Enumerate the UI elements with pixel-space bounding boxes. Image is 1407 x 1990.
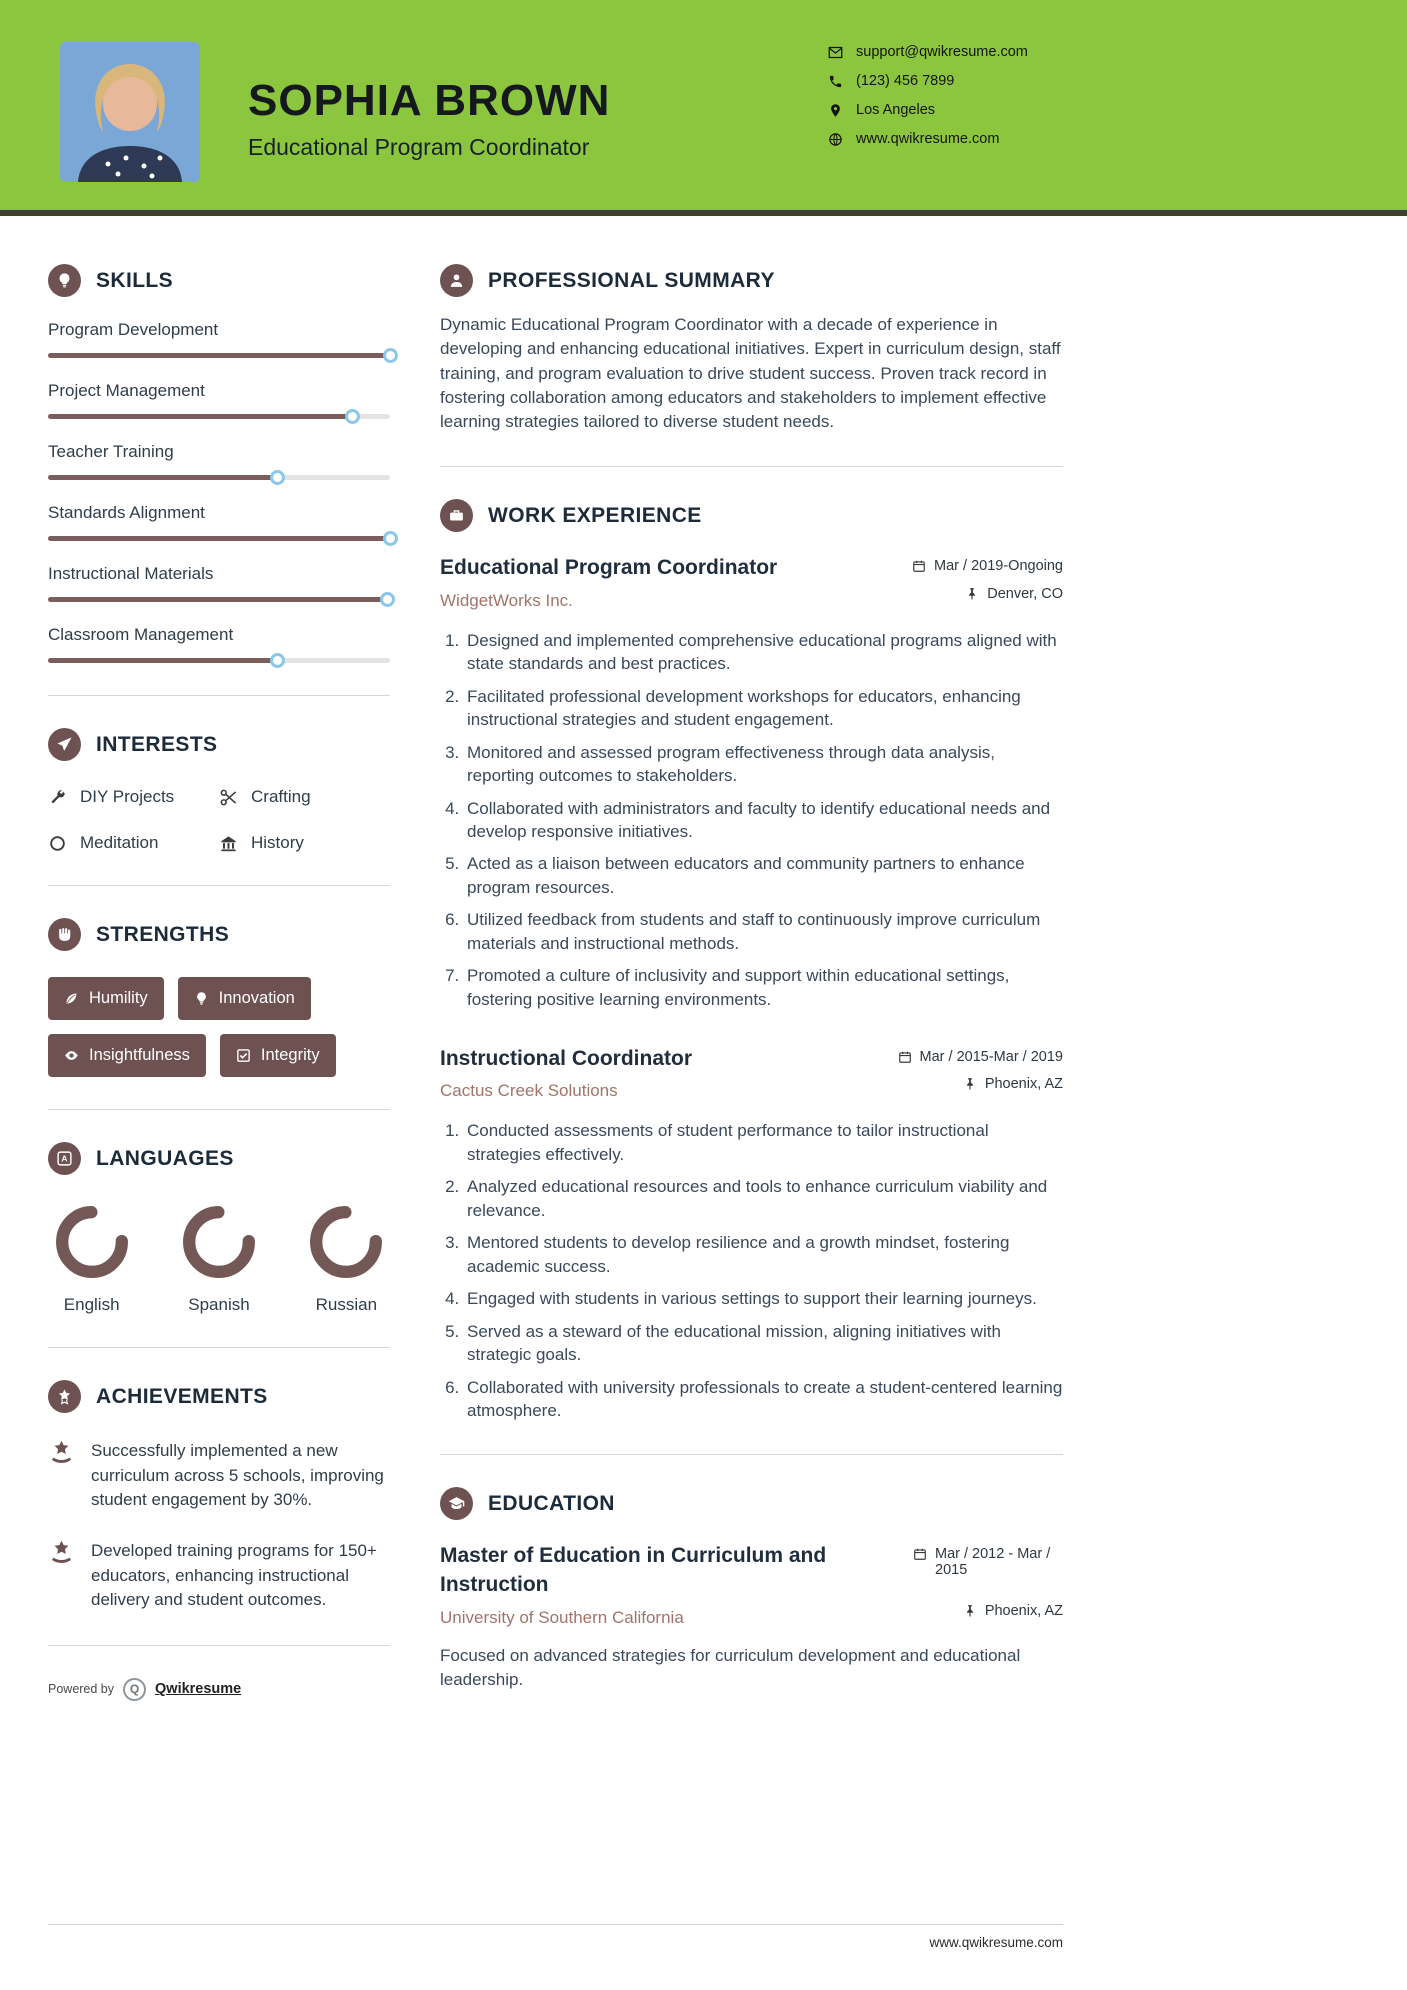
candidate-name: SOPHIA BROWN [248,76,611,125]
qwikresume-link[interactable]: Qwikresume [155,1681,242,1698]
skill-item: Program Development [48,320,390,358]
eye-icon [64,1048,79,1063]
contact-location[interactable] [828,102,1028,118]
skill-bar [48,414,390,419]
achievement-item: Successfully implemented a new curriculum across 5 schools, improving student engagement by 30%. [48,1439,390,1513]
contact-email-text: support@qwikresume.com [856,44,1028,60]
job-entry [440,1045,1063,1422]
divider [48,885,390,886]
section-interests [48,728,390,853]
bullet: 6. Utilized feedback from students and staff to continuously improve curriculum materials and instructional methods. [464,908,1063,955]
pushpin-icon [965,587,979,601]
person-icon [440,264,473,297]
contact-email[interactable] [828,44,1028,60]
divider [48,1109,390,1110]
job-location: Phoenix, AZ [963,1072,1063,1092]
skill-item: Classroom Management [48,625,390,663]
skill-knob [383,531,398,546]
calendar-icon [898,1050,912,1064]
bullet: 4. Collaborated with administrators and faculty to identify educational needs and develop responsive initiatives. [464,797,1063,844]
job-company: Cactus Creek Solutions [440,1081,618,1101]
interests-header [48,728,390,761]
section-summary [440,264,1063,434]
education-description: Focused on advanced strategies for curriculum development and educational leadership. [440,1646,1021,1690]
skill-bar [48,353,390,358]
strength-badge: Integrity [220,1034,336,1077]
interest-item: Crafting [219,787,390,807]
school: University of Southern California [440,1608,684,1628]
hand-star-icon [48,1439,75,1466]
experience-header [440,499,1063,532]
fist-icon [48,918,81,951]
strength-badge: Insightfulness [48,1034,206,1077]
skill-knob [270,470,285,485]
name-block [248,76,610,161]
strength-badge: Innovation [178,977,311,1020]
divider [440,1454,1063,1455]
map-pin-icon [828,103,843,118]
bullet: 6. Collaborated with university professionals to create a student-centered learning atmosphere. [464,1376,1063,1423]
bullet: 3. Mentored students to develop resilience and a growth mindset, fostering academic success. [464,1231,1063,1278]
strength-badge: Humility [48,977,164,1020]
job-title: Instructional Coordinator [440,1047,692,1071]
left-column [48,264,390,1701]
globe-icon [828,132,843,147]
svg-text:A: A [61,1153,68,1164]
circle-icon [48,834,67,853]
summary-header [440,264,1063,297]
wrench-icon [48,788,67,807]
skills-header [48,264,390,297]
skill-bar [48,536,390,541]
powered-by: Powered by Q Qwikresume [48,1678,390,1701]
avatar [60,42,200,182]
lightbulb-icon [194,991,209,1006]
content [0,216,1407,1701]
calendar-icon [912,559,926,573]
bullet: 1. Conducted assessments of student performance to tailor instructional strategies effectively. [464,1119,1063,1166]
graduation-cap-icon [440,1487,473,1520]
achievement-item: Developed training programs for 150+ educators, enhancing instructional delivery and student outcomes. [48,1539,390,1613]
bullet: 3. Monitored and assessed program effectiveness through data analysis, reporting outcomes to stakeholders. [464,741,1063,788]
phone-icon [828,74,843,89]
languages-title: LANGUAGES [96,1146,234,1170]
qwikresume-logo: Q [123,1678,146,1701]
interest-item: History [219,833,390,853]
skill-item: Instructional Materials [48,564,390,602]
bank-icon [219,834,238,853]
job-location: Denver, CO [965,582,1063,602]
education-title: EDUCATION [488,1491,615,1515]
languages-list [48,1205,390,1315]
experience-title: WORK EXPERIENCE [488,503,702,527]
language-item: Spanish [175,1205,262,1315]
strengths-title: STRENGTHS [96,922,230,946]
paper-plane-icon [48,728,81,761]
skill-item: Standards Alignment [48,503,390,541]
contact-phone-text: (123) 456 7899 [856,73,955,89]
skill-item: Teacher Training [48,442,390,480]
contact-location-text: Los Angeles [856,102,936,118]
check-square-icon [236,1048,251,1063]
job-title: Educational Program Coordinator [440,556,778,580]
contact-website-text: www.qwikresume.com [856,131,1000,147]
divider [48,695,390,696]
skill-bar [48,475,390,480]
pushpin-icon [963,1077,977,1091]
briefcase-icon [440,499,473,532]
achievements-header [48,1380,390,1413]
job-company: WidgetWorks Inc. [440,590,573,610]
bullet: 1. Designed and implemented comprehensive educational programs aligned with state standards and best practices. [464,629,1063,676]
skill-bar [48,658,390,663]
education-dates: Mar / 2012 - Mar / 2015 [913,1542,1063,1578]
divider [440,466,1063,467]
envelope-icon [828,45,843,60]
candidate-title: Educational Program Coordinator [248,134,590,160]
job-dates: Mar / 2019-Ongoing [912,554,1063,574]
skill-knob [270,653,285,668]
contact-phone[interactable] [828,73,1028,89]
job-bullets [440,629,1063,1011]
divider [48,1347,390,1348]
right-column [440,264,1063,1701]
interests-title: INTERESTS [96,732,218,756]
languages-header [48,1142,390,1175]
language-item: Russian [303,1205,390,1315]
skill-knob [383,348,398,363]
bullet: 5. Acted as a liaison between educators and community partners to enhance program resources. [464,852,1063,899]
language-arc [182,1205,256,1279]
job-bullets [440,1119,1063,1422]
pushpin-icon [963,1604,977,1618]
education-entry [440,1542,1063,1692]
education-location: Phoenix, AZ [963,1599,1063,1619]
summary-text: Dynamic Educational Program Coordinator with a decade of experience in developing and enhancing educational initiatives. Expert in curriculum design, staff training, and program evaluation to drive student success. Proven track record in fostering collaboration among educators and stakeholders to implement effective learning strategies tailored to diverse student needs. [440,315,1061,432]
skill-knob [345,409,360,424]
contact-website[interactable] [828,131,1028,147]
degree: Master of Education in Curriculum and Instruction [440,1544,827,1596]
medal-star-icon [48,1380,81,1413]
section-education [440,1487,1063,1692]
job-dates: Mar / 2015-Mar / 2019 [898,1045,1063,1065]
hand-star-icon [48,1539,75,1566]
scissors-icon [219,788,238,807]
section-skills [48,264,390,663]
language-item: English [48,1205,135,1315]
profile-photo [60,42,200,182]
summary-title: PROFESSIONAL SUMMARY [488,268,775,292]
contact-info [828,44,1028,147]
skill-item: Project Management [48,381,390,419]
education-header [440,1487,1063,1520]
header [0,0,1407,216]
section-languages [48,1142,390,1315]
language-arc [55,1205,129,1279]
language-arc [309,1205,383,1279]
interest-item: DIY Projects [48,787,219,807]
lightbulb-icon [48,264,81,297]
interest-item: Meditation [48,833,219,853]
leaf-icon [64,991,79,1006]
bullet: 2. Analyzed educational resources and tools to enhance curriculum viability and relevance. [464,1175,1063,1222]
calendar-icon [913,1547,927,1561]
achievements-title: ACHIEVEMENTS [96,1384,268,1408]
section-strengths [48,918,390,1077]
strengths-header [48,918,390,951]
bullet: 7. Promoted a culture of inclusivity and support within educational settings, fostering positive learning environments. [464,964,1063,1011]
bullet: 5. Served as a steward of the educational mission, aligning initiatives with strategic goals. [464,1320,1063,1367]
bullet: 4. Engaged with students in various settings to support their learning journeys. [464,1287,1063,1310]
section-experience [440,499,1063,1422]
page-footer [48,1924,1063,1950]
translate-icon [48,1142,81,1175]
skill-knob [380,592,395,607]
bullet: 2. Facilitated professional development workshops for educators, enhancing instructional strategies and student engagement. [464,685,1063,732]
interests-grid [48,787,390,853]
job-entry [440,554,1063,1011]
section-achievements [48,1380,390,1613]
skills-title: SKILLS [96,268,174,292]
footer-website-link[interactable]: www.qwikresume.com [929,1935,1063,1950]
divider [48,1645,390,1646]
strengths-badges [48,977,390,1077]
skill-bar [48,597,390,602]
